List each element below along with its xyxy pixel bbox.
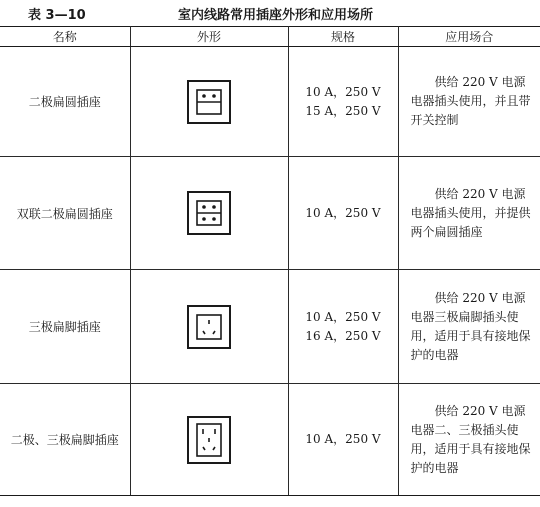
socket-usage: 供给 220 V 电源电器插头使用，并提供两个扁圆插座 [410, 186, 531, 239]
header-name: 名称 [0, 27, 130, 47]
spec-line: 16 A，250 V [305, 328, 381, 343]
socket-spec-cell [288, 270, 398, 384]
table-number: 表 3—10 [28, 8, 86, 23]
socket-usage: 供给 220 V 电源电器插头使用，并且带开关控制 [410, 75, 531, 127]
socket-table [0, 26, 540, 496]
table-row [0, 384, 540, 496]
socket-usage-cell [398, 384, 540, 496]
socket-usage: 供给 220 V 电源电器三极扁脚插头使用，适用于具有接地保护的电器 [410, 290, 531, 362]
socket-shape-cell [130, 270, 288, 384]
socket-spec-cell [288, 47, 398, 157]
spec-line: 10 A，250 V [305, 205, 381, 220]
socket-name: 二极扁圆插座 [0, 47, 130, 157]
socket-name: 二极、三极扁脚插座 [0, 384, 130, 496]
spec-line: 10 A，250 V [305, 432, 381, 446]
socket-name: 双联二极扁圆插座 [0, 157, 130, 270]
socket-spec-cell [288, 157, 398, 270]
table-caption [0, 0, 540, 24]
spec-line: 10 A，250 V [305, 84, 381, 99]
socket-usage-cell [398, 47, 540, 157]
socket-usage-cell [398, 157, 540, 270]
spec-line: 10 A，250 V [305, 309, 381, 324]
table-title: 室内线路常用插座外形和应用场所 [178, 8, 374, 23]
double-two-pin-socket-icon [187, 191, 231, 235]
socket-shape-cell [130, 384, 288, 496]
two-pin-socket-with-switch-icon [187, 80, 231, 124]
socket-spec-cell [288, 384, 398, 496]
socket-name: 三极扁脚插座 [0, 270, 130, 384]
header-shape: 外形 [130, 27, 288, 47]
socket-usage: 供给 220 V 电源电器二、三极插头使用，适用于具有接地保护的电器 [410, 403, 531, 475]
table-row [0, 157, 540, 270]
spec-line: 15 A，250 V [305, 103, 381, 118]
two-three-pin-socket-icon [187, 416, 231, 464]
table-row [0, 270, 540, 384]
socket-shape-cell [130, 157, 288, 270]
table-row [0, 47, 540, 157]
table-header-row [0, 27, 540, 47]
header-usage: 应用场合 [398, 27, 540, 47]
socket-usage-cell [398, 270, 540, 384]
three-pin-socket-icon [187, 305, 231, 349]
header-spec: 规格 [288, 27, 398, 47]
socket-shape-cell [130, 47, 288, 157]
